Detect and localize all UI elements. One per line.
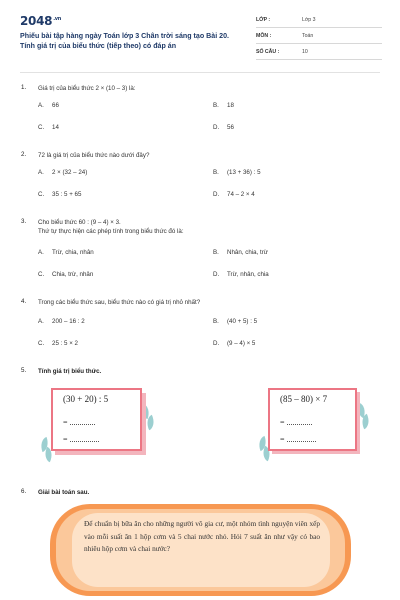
question-text: Cho biểu thức 60 : (9 – 4) × 3. bbox=[38, 219, 121, 226]
option-b[interactable] bbox=[213, 169, 261, 176]
option-letter: D. bbox=[213, 124, 220, 131]
question-number: 6. bbox=[21, 488, 27, 495]
option-text: 74 – 2 × 4 bbox=[227, 191, 255, 198]
option-letter: D. bbox=[213, 191, 220, 198]
option-letter: A. bbox=[38, 318, 44, 325]
option-letter: C. bbox=[38, 340, 45, 347]
option-letter: A. bbox=[38, 102, 44, 109]
option-text: Trừ, chia, nhân bbox=[52, 249, 94, 256]
question-text: Tính giá trị biểu thức. bbox=[38, 368, 102, 375]
option-text: (13 + 36) : 5 bbox=[227, 169, 261, 176]
option-letter: D. bbox=[213, 271, 220, 278]
header-divider bbox=[20, 72, 380, 73]
question-number: 1. bbox=[21, 84, 27, 91]
option-text: 18 bbox=[227, 102, 234, 109]
expression-card-1[interactable] bbox=[51, 388, 142, 451]
option-b[interactable] bbox=[213, 102, 234, 109]
option-letter: B. bbox=[213, 169, 219, 176]
expression-text: (85 – 80) × 7 bbox=[280, 394, 328, 404]
question-text: Giải bài toán sau. bbox=[38, 489, 90, 496]
question-text: Trong các biểu thức sau, biểu thức nào có giá trị nhỏ nhất? bbox=[38, 299, 201, 306]
option-a[interactable] bbox=[38, 102, 59, 109]
option-text: Nhân, chia, trừ bbox=[227, 249, 268, 256]
option-letter: C. bbox=[38, 124, 45, 131]
question-5 bbox=[21, 367, 381, 379]
header bbox=[20, 14, 380, 72]
meta-label: MÔN : bbox=[256, 33, 272, 39]
option-text: 56 bbox=[227, 124, 234, 131]
meta-row-grade bbox=[256, 14, 382, 28]
logo-suffix: .vn bbox=[53, 16, 62, 22]
answer-line-2: = ............... bbox=[280, 435, 317, 444]
option-c[interactable] bbox=[38, 340, 78, 347]
meta-value: Toán bbox=[302, 33, 314, 39]
option-d[interactable] bbox=[213, 191, 255, 198]
question-6 bbox=[21, 488, 381, 500]
option-text: Chia, trừ, nhân bbox=[52, 271, 94, 278]
option-letter: A. bbox=[38, 249, 44, 256]
option-text: 200 – 16 : 2 bbox=[52, 318, 85, 325]
meta-table bbox=[256, 14, 382, 62]
option-letter: C. bbox=[38, 271, 45, 278]
option-text: 66 bbox=[52, 102, 59, 109]
option-letter: B. bbox=[213, 102, 219, 109]
question-4 bbox=[21, 298, 381, 358]
option-b[interactable] bbox=[213, 249, 268, 256]
question-number: 4. bbox=[21, 298, 27, 305]
option-text: (9 – 4) × 5 bbox=[227, 340, 256, 347]
option-text: (40 + 5) : 5 bbox=[227, 318, 258, 325]
option-a[interactable] bbox=[38, 169, 87, 176]
option-d[interactable] bbox=[213, 271, 269, 278]
option-b[interactable] bbox=[213, 318, 257, 325]
word-problem-text: Để chuẩn bị bữa ăn cho những người vô gia cư, một nhóm tình nguyện viên xếp vào mỗi suất ăn 1 hộp cơm và 5 chai nước nhỏ. Hỏi 7 suất ăn như vậy có bao nhiêu hộp cơm và chai nước? bbox=[84, 519, 320, 553]
option-text: 2 × (32 – 24) bbox=[52, 169, 88, 176]
option-text: 25 : 5 × 2 bbox=[52, 340, 78, 347]
option-letter: C. bbox=[38, 191, 45, 198]
answer-line-1: = ............. bbox=[63, 418, 96, 427]
meta-value: Lớp 3 bbox=[302, 17, 316, 23]
question-number: 3. bbox=[21, 218, 27, 225]
option-a[interactable] bbox=[38, 318, 85, 325]
option-d[interactable] bbox=[213, 124, 234, 131]
meta-label: SỐ CÂU : bbox=[256, 49, 280, 55]
question-number: 2. bbox=[21, 151, 27, 158]
option-letter: B. bbox=[213, 249, 219, 256]
option-c[interactable] bbox=[38, 271, 93, 278]
answer-line-2: = ............... bbox=[63, 435, 100, 444]
question-2 bbox=[21, 151, 381, 211]
option-letter: A. bbox=[38, 169, 44, 176]
option-c[interactable] bbox=[38, 124, 59, 131]
option-d[interactable] bbox=[213, 340, 255, 347]
question-text: 72 là giá trị của biểu thức nào dưới đây? bbox=[38, 152, 150, 159]
option-letter: B. bbox=[213, 318, 219, 325]
logo[interactable] bbox=[20, 14, 61, 28]
option-text: Trừ, nhân, chia bbox=[227, 271, 269, 278]
option-text: 35 : 5 + 65 bbox=[52, 191, 82, 198]
option-a[interactable] bbox=[38, 249, 94, 256]
answer-line-1: = ............. bbox=[280, 418, 313, 427]
option-text: 14 bbox=[52, 124, 59, 131]
meta-label: LỚP : bbox=[256, 17, 271, 23]
logo-text: 2048 bbox=[20, 14, 53, 28]
document-title: Phiếu bài tập hàng ngày Toán lớp 3 Chân trời sáng tạo Bài 20. Tính giá trị của biểu thức (tiếp theo) có đáp án bbox=[20, 32, 230, 50]
question-text: Giá trị của biểu thức 2 × (10 – 3) là: bbox=[38, 85, 136, 92]
question-1 bbox=[21, 84, 381, 144]
expression-text: (30 + 20) : 5 bbox=[63, 394, 109, 404]
meta-row-subject bbox=[256, 30, 382, 44]
question-number: 5. bbox=[21, 367, 27, 374]
option-letter: D. bbox=[213, 340, 220, 347]
question-3 bbox=[21, 218, 381, 282]
question-subtext: Thứ tự thực hiện các phép tính trong biểu thức đó là: bbox=[38, 228, 184, 235]
expression-card-2[interactable] bbox=[268, 388, 357, 451]
option-c[interactable] bbox=[38, 191, 81, 198]
meta-value: 10 bbox=[302, 49, 308, 55]
meta-row-count bbox=[256, 46, 382, 60]
